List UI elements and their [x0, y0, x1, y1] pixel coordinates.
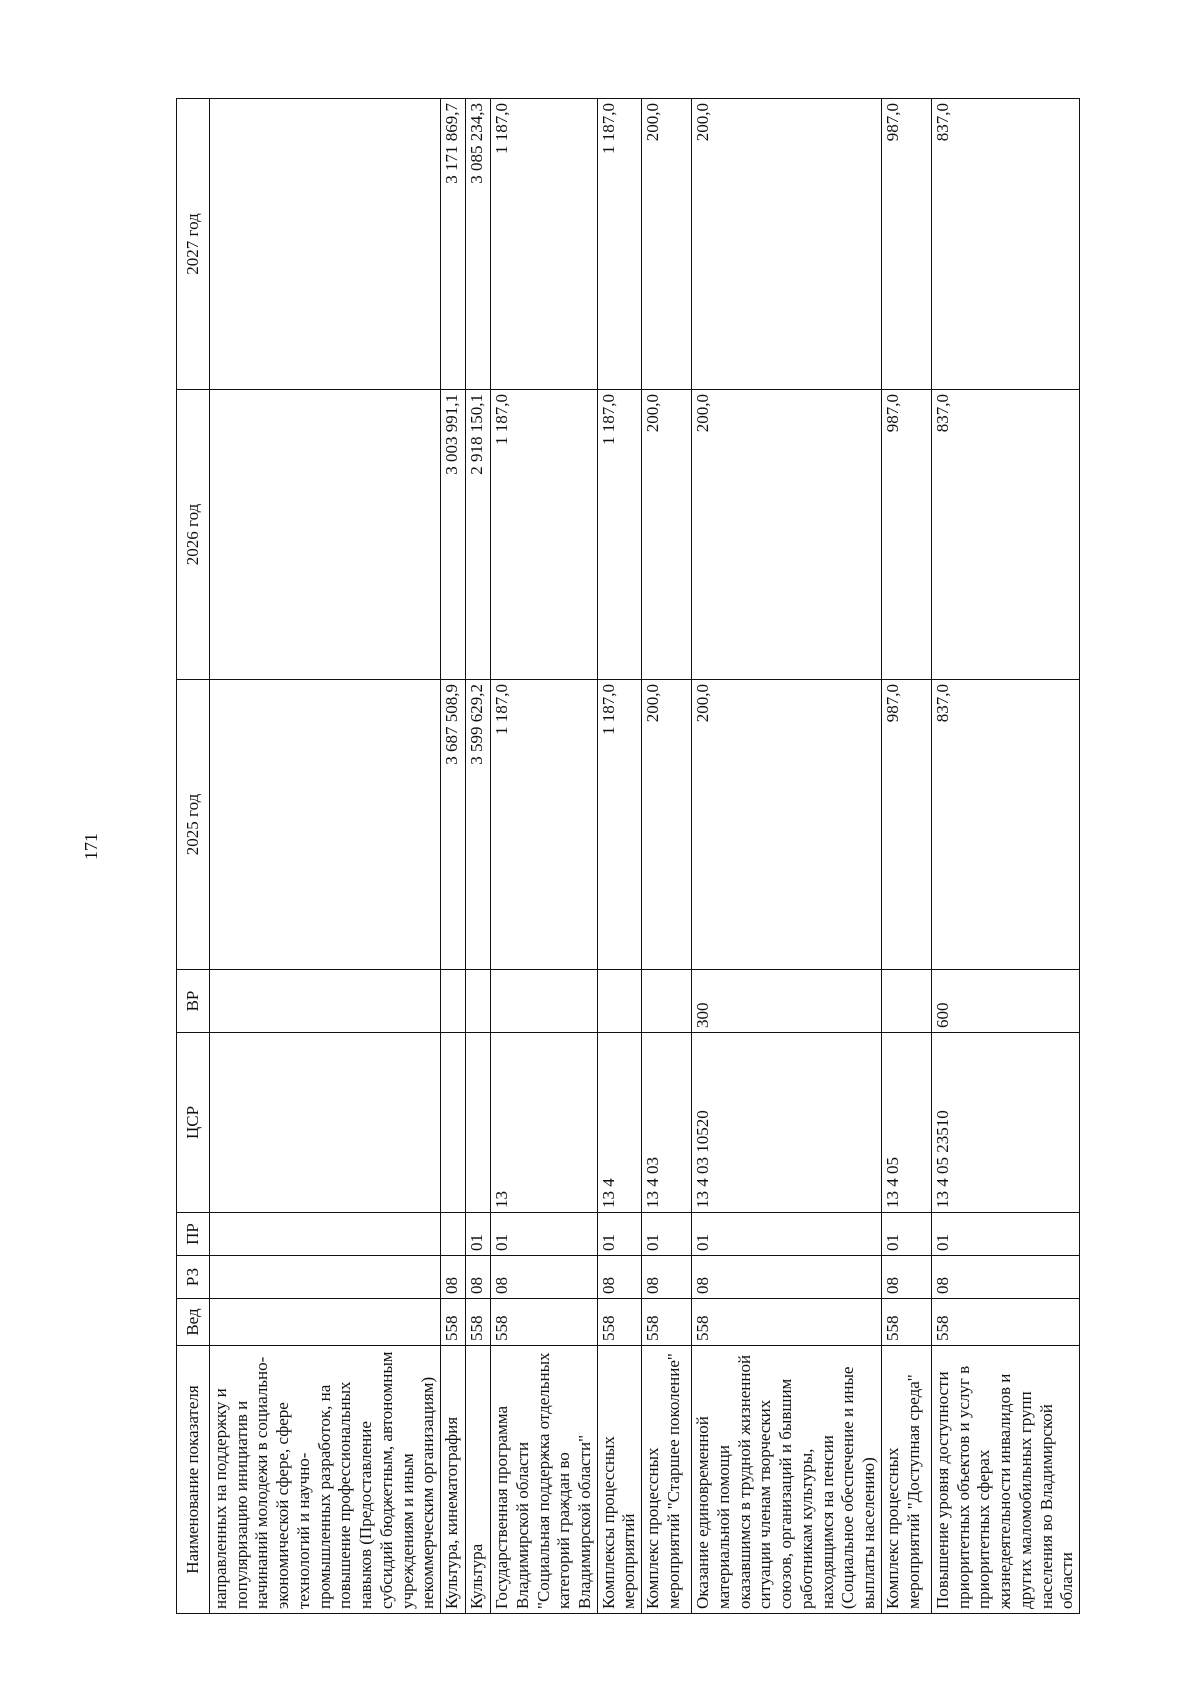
- cell-csr: [441, 1033, 466, 1213]
- budget-table: [176, 98, 1080, 1614]
- table-header-row: [177, 99, 210, 1614]
- cell-2027: 200,0: [692, 99, 882, 390]
- cell-2027: 200,0: [642, 99, 692, 390]
- cell-rz: 08: [597, 1256, 641, 1299]
- cell-2026: 837,0: [931, 390, 1079, 680]
- cell-2026: 200,0: [642, 390, 692, 680]
- cell-2025: 1 187,0: [491, 680, 598, 970]
- cell-ved: 558: [692, 1299, 882, 1346]
- cell-name: Комплексы процессных мероприятий: [597, 1346, 641, 1614]
- table-row: [466, 99, 491, 1614]
- header-2027: 2027 год: [177, 99, 210, 390]
- cell-2025: 200,0: [642, 680, 692, 970]
- cell-pr: 01: [491, 1213, 598, 1256]
- cell-2026: 3 003 991,1: [441, 390, 466, 680]
- cell-vr: [642, 970, 692, 1033]
- cell-2027: 837,0: [931, 99, 1079, 390]
- cell-name: Оказание единовременной материальной помощи оказавшимся в трудной жизненной ситуации членам творческих союзов, организаций и бывшим работникам культуры, находящимся на пенсии (Социальное обеспечение и иные выплаты населению): [692, 1346, 882, 1614]
- cell-rz: 08: [441, 1256, 466, 1299]
- cell-vr: [881, 970, 931, 1033]
- cell-pr: 01: [642, 1213, 692, 1256]
- cell-csr: 13: [491, 1033, 598, 1213]
- cell-rz: 08: [692, 1256, 882, 1299]
- cell-csr: 13 4 05: [881, 1033, 931, 1213]
- cell-2025: 837,0: [931, 680, 1079, 970]
- cell-2026: 2 918 150,1: [466, 390, 491, 680]
- cell-name: Повышение уровня доступности приоритетных объектов и услуг в приоритетных сферах жизнедеятельности инвалидов и других маломобильных групп населения во Владимирской области: [931, 1346, 1079, 1614]
- cell-pr: [441, 1213, 466, 1256]
- cell-rz: 08: [931, 1256, 1079, 1299]
- cell-name: Культура, кинематография: [441, 1346, 466, 1614]
- table-row: [441, 99, 466, 1614]
- cell-2027: 1 187,0: [597, 99, 641, 390]
- cell-pr: 01: [881, 1213, 931, 1256]
- cell-2027: 1 187,0: [491, 99, 598, 390]
- cell-ved: 558: [642, 1299, 692, 1346]
- cell-vr: [597, 970, 641, 1033]
- cell-name: Государственная программа Владимирской области "Социальная поддержка отдельных категорий граждан во Владимирской области": [491, 1346, 598, 1614]
- cell-2027: 3 171 869,7: [441, 99, 466, 390]
- cell-2025: 3 599 629,2: [466, 680, 491, 970]
- header-ved: Вед: [177, 1299, 210, 1346]
- cell-name: Комплекс процессных мероприятий "Доступная среда": [881, 1346, 931, 1614]
- cell-ved: 558: [931, 1299, 1079, 1346]
- cell-rz: [210, 1256, 441, 1299]
- cell-rz: 08: [881, 1256, 931, 1299]
- cell-2026: 1 187,0: [491, 390, 598, 680]
- table-row: [931, 99, 1079, 1614]
- cell-csr: 13 4 03: [642, 1033, 692, 1213]
- cell-name: Комплекс процессных мероприятий "Старшее поколение": [642, 1346, 692, 1614]
- cell-pr: 01: [692, 1213, 882, 1256]
- header-vr: ВР: [177, 970, 210, 1033]
- header-2025: 2025 год: [177, 680, 210, 970]
- cell-vr: 600: [931, 970, 1079, 1033]
- cell-2025: 1 187,0: [597, 680, 641, 970]
- table-row: [597, 99, 641, 1614]
- cell-2025: 200,0: [692, 680, 882, 970]
- cell-csr: [210, 1033, 441, 1213]
- page-number: 171: [81, 833, 101, 860]
- cell-vr: [466, 970, 491, 1033]
- cell-name: направленных на поддержку и популяризацию инициатив и начинаний молодежи в социально-экономической сфере, сфере технологий и научно-промышленных разработок, на повышение профессиональных навыков (Предоставление субсидий бюджетным, автономным учреждениям и иным некоммерческим организациям): [210, 1346, 441, 1614]
- cell-2027: 3 085 234,3: [466, 99, 491, 390]
- cell-pr: 01: [931, 1213, 1079, 1256]
- cell-rz: 08: [642, 1256, 692, 1299]
- cell-name: Культура: [466, 1346, 491, 1614]
- cell-rz: 08: [466, 1256, 491, 1299]
- cell-vr: 300: [692, 970, 882, 1033]
- cell-pr: 01: [597, 1213, 641, 1256]
- cell-2027: 987,0: [881, 99, 931, 390]
- cell-ved: 558: [881, 1299, 931, 1346]
- cell-csr: 13 4 03 10520: [692, 1033, 882, 1213]
- cell-ved: [210, 1299, 441, 1346]
- table-row: [692, 99, 882, 1614]
- header-csr: ЦСР: [177, 1033, 210, 1213]
- cell-2026: [210, 390, 441, 680]
- cell-csr: 13 4 05 23510: [931, 1033, 1079, 1213]
- cell-rz: 08: [491, 1256, 598, 1299]
- cell-2026: 200,0: [692, 390, 882, 680]
- cell-vr: [491, 970, 598, 1033]
- table-row: [881, 99, 931, 1614]
- cell-ved: 558: [597, 1299, 641, 1346]
- cell-csr: 13 4: [597, 1033, 641, 1213]
- cell-vr: [210, 970, 441, 1033]
- header-rz: РЗ: [177, 1256, 210, 1299]
- table-row: [491, 99, 598, 1614]
- cell-pr: 01: [466, 1213, 491, 1256]
- cell-ved: 558: [491, 1299, 598, 1346]
- cell-ved: 558: [441, 1299, 466, 1346]
- table-rotation-wrapper: [176, 99, 1077, 1614]
- header-name: Наименование показателя: [177, 1346, 210, 1614]
- cell-2026: 1 187,0: [597, 390, 641, 680]
- cell-ved: 558: [466, 1299, 491, 1346]
- table-row: [210, 99, 441, 1614]
- header-2026: 2026 год: [177, 390, 210, 680]
- cell-2025: [210, 680, 441, 970]
- cell-csr: [466, 1033, 491, 1213]
- table-row: [642, 99, 692, 1614]
- cell-pr: [210, 1213, 441, 1256]
- cell-2025: 3 687 508,9: [441, 680, 466, 970]
- cell-2026: 987,0: [881, 390, 931, 680]
- cell-2025: 987,0: [881, 680, 931, 970]
- cell-vr: [441, 970, 466, 1033]
- header-pr: ПР: [177, 1213, 210, 1256]
- cell-2027: [210, 99, 441, 390]
